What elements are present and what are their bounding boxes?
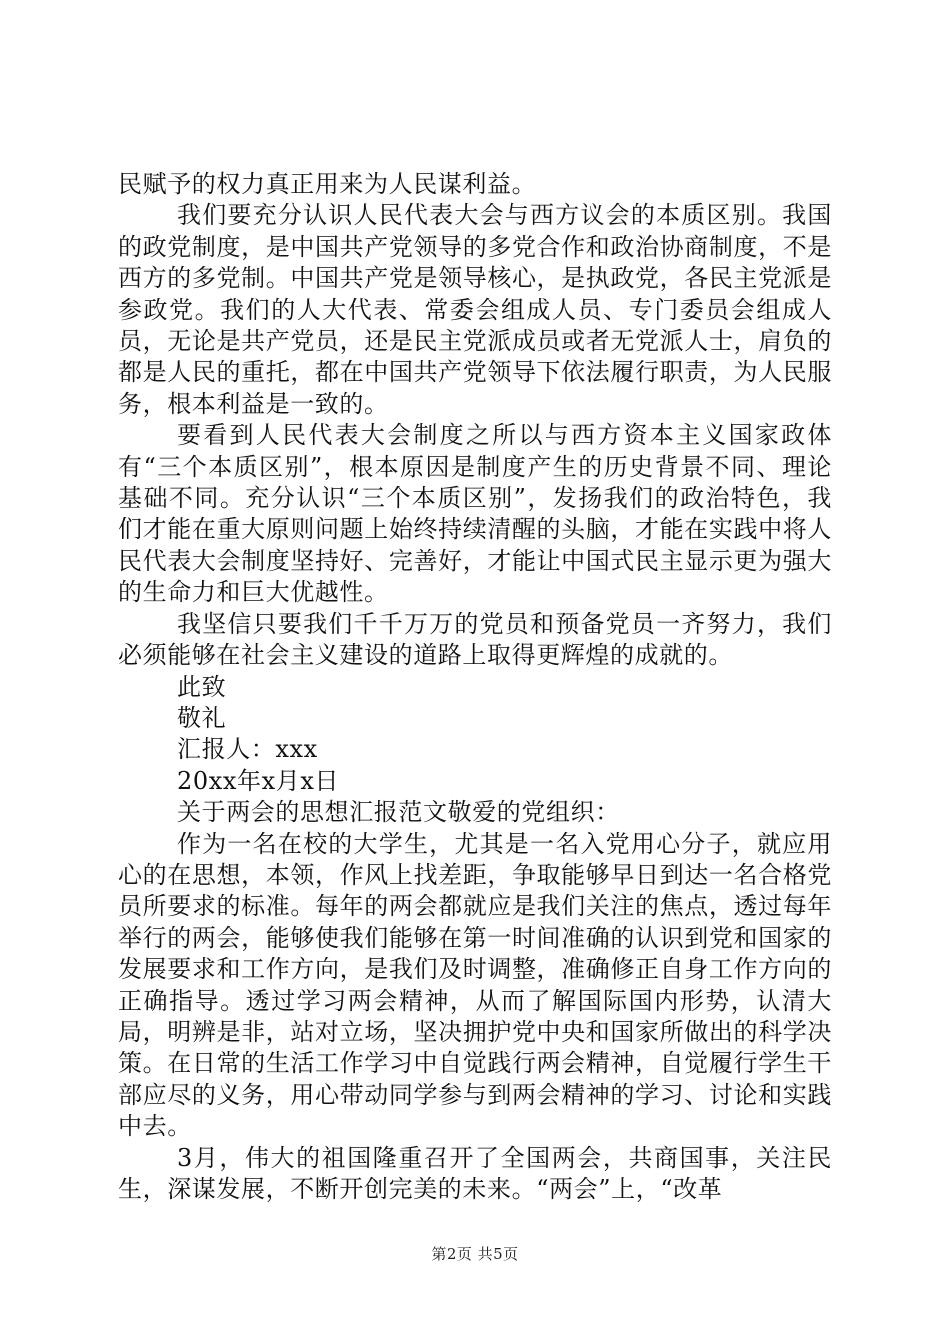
paragraph-2: 我们要充分认识人民代表大会与西方议会的本质区别。我国的政党制度，是中国共产党领导的多党合作和政治协商制度，不是西方的多党制。中国共产党是领导核心，是执政党，各民主党派是参政党。我们的人大代表、常委会组成人员、专门委员会组成人员，无论是共产党员，还是民主党派成员或者无党派人士，肩负的都是人民的重托，都在中国共产党领导下依法履行职责，为人民服务，根本利益是一致的。 (118, 201, 832, 418)
reporter-line: 汇报人：xxx (177, 735, 318, 764)
closing-regards: 敬礼 (177, 703, 227, 732)
page-footer: 第2页 共5页 (431, 1245, 519, 1263)
paragraph-6: 3月，伟大的祖国隆重召开了全国两会，共商国事，关注民生，深谋发展，不断开创完美的未来。“两会”上，“改革 (118, 1143, 832, 1203)
paragraph-4: 我坚信只要我们千千万万的党员和预备党员一齐努力，我们必须能够在社会主义建设的道路上取得更辉煌的成就的。 (118, 609, 832, 670)
closing-salutation: 此致 (177, 672, 227, 701)
paragraph-5: 作为一名在校的大学生，尤其是一名入党用心分子，就应用心的在思想，本领，作风上找差距，争取能够早日到达一名合格党员所要求的标准。每年的两会都就应是我们关注的焦点，透过每年举行的两会，能够使我们能够在第一时间准确的认识到党和国家的发展要求和工作方向，是我们及时调整，准确修正自身工作方向的正确指导。透过学习两会精神，从而了解国际国内形势，认清大局，明辨是非，站对立场，坚决拥护党中央和国家所做出的科学决策。在日常的生活工作学习中自觉践行两会精神，自觉履行学生干部应尽的义务，用心带动同学参与到两会精神的学习、讨论和实践中去。 (118, 829, 832, 1141)
paragraph-3: 要看到人民代表大会制度之所以与西方资本主义国家政体有“三个本质区别”，根本原因是制度产生的历史背景不同、理论基础不同。充分认识“三个本质区别”，发扬我们的政治特色，我们才能在重大原则问题上始终持续清醒的头脑，才能在实践中将人民代表大会制度坚持好、完善好，才能让中国式民主显示更为强大的生命力和巨大优越性。 (118, 421, 832, 607)
date-line: 20xx年x月x日 (177, 766, 340, 795)
document-body (118, 169, 832, 1205)
paragraph-1: 民赋予的权力真正用来为人民谋利益。 (118, 170, 537, 198)
section-heading: 关于两会的思想汇报范文敬爱的党组织： (177, 798, 620, 827)
